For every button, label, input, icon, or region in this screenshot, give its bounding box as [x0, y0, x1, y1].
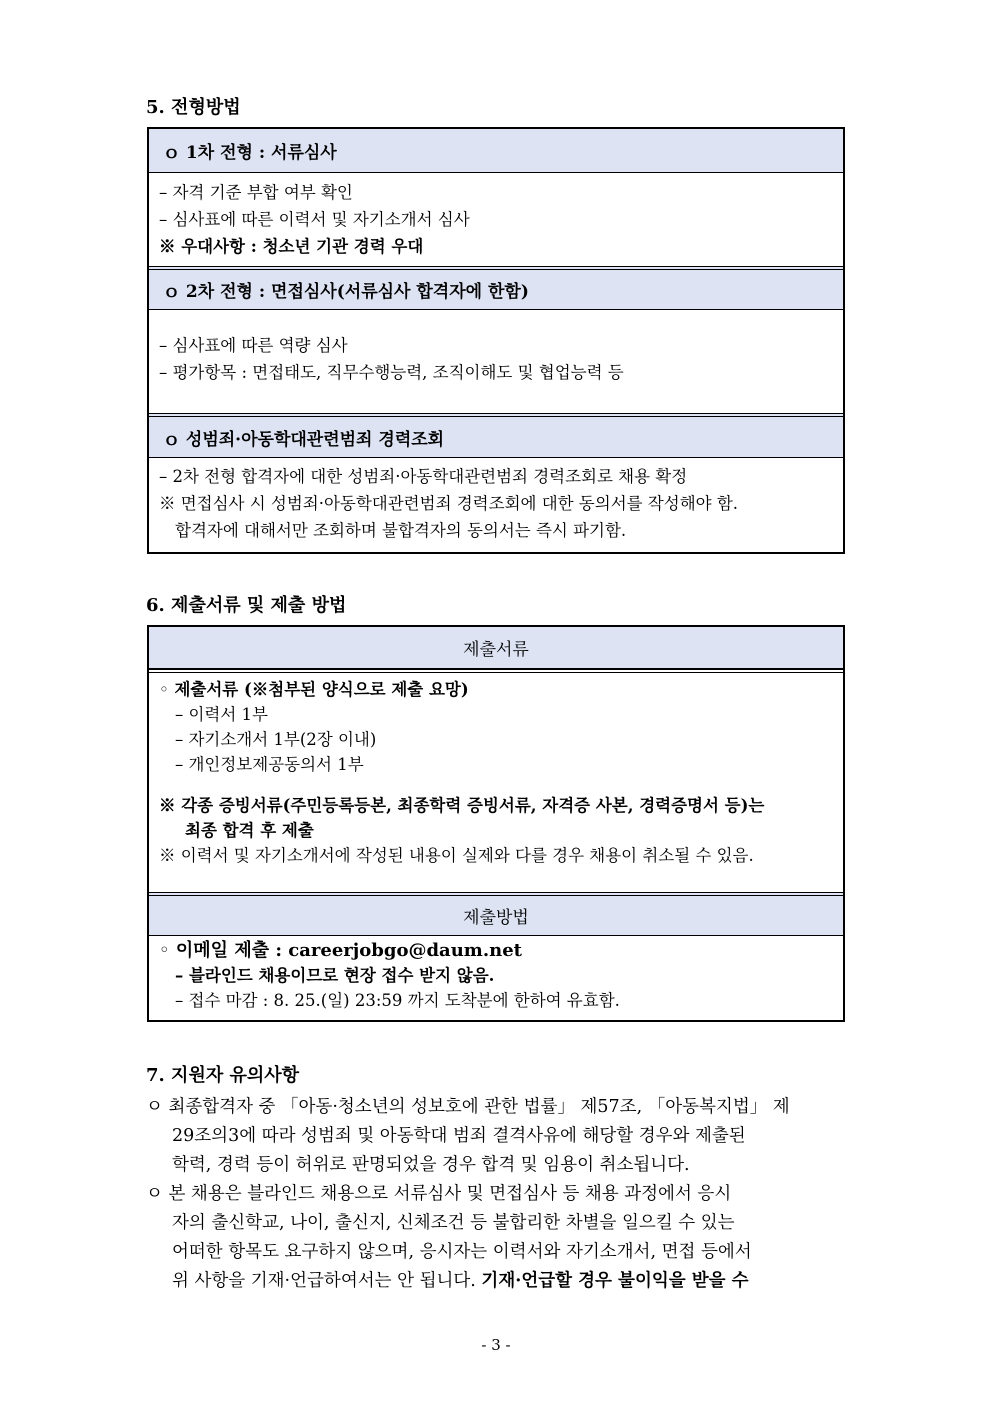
documents-header: 제출서류 [149, 627, 843, 669]
submission-table [147, 625, 845, 1022]
document-item: – 이력서 1부 [175, 705, 268, 724]
note-line [146, 1267, 852, 1296]
stage3-body [149, 458, 843, 544]
stage3-line: – 2차 전형 합격자에 대한 성범죄·아동학대관련범죄 경력조회로 채용 확정 [159, 467, 688, 486]
stage1-line: – 심사표에 따른 이력서 및 자기소개서 심사 [159, 210, 470, 229]
stage3-line: 합격자에 대해서만 조회하며 불합격자의 동의서는 즉시 파기함. [175, 521, 627, 540]
cancel-note: ※ 이력서 및 자기소개서에 작성된 내용이 실제와 다를 경우 채용이 취소될 수 있음. [159, 846, 754, 865]
stage1-line: – 자격 기준 부합 여부 확인 [159, 183, 353, 202]
stage3-line: ※ 면접심사 시 성범죄·아동학대관련범죄 경력조회에 대한 동의서를 작성해야 함. [159, 494, 738, 513]
section-5-title: 5. 전형방법 [146, 97, 241, 118]
proof-documents-note: ※ 각종 증빙서류(주민등록등본, 최종학력 증빙서류, 자격증 사본, 경력증명서 등)는 [159, 796, 765, 815]
stage3-header: ｏ 성범죄·아동학대관련범죄 경력조회 [149, 413, 843, 458]
selection-method-table [147, 127, 845, 554]
note-line: 학력, 경력 등이 허위로 판명되었을 경우 합격 및 임용이 취소됩니다. [172, 1155, 690, 1175]
proof-documents-note-cont: 최종 합격 후 제출 [185, 821, 314, 840]
warning-text: 기재·언급할 경우 불이익을 받을 수 [481, 1271, 749, 1291]
page-number: - 3 - [481, 1336, 511, 1354]
section-6-title: 6. 제출서류 및 제출 방법 [146, 595, 347, 616]
section-7-title: 7. 지원자 유의사항 [146, 1065, 300, 1086]
stage2-line: – 평가항목 : 면접태도, 직무수행능력, 조직이해도 및 협업능력 등 [159, 363, 624, 382]
stage1-header: ｏ 1차 전형 : 서류심사 [149, 129, 843, 173]
note-text: 위 사항을 기재·언급하여서는 안 됩니다. [172, 1271, 482, 1291]
preference-note: ※ 우대사항 : 청소년 기관 경력 우대 [159, 237, 424, 256]
note-line: 29조의3에 따라 성범죄 및 아동학대 범죄 결격사유에 해당할 경우와 제출된 [172, 1126, 746, 1146]
document-item: – 자기소개서 1부(2장 이내) [175, 730, 377, 749]
note-line: ㅇ 최종합격자 중 「아동·청소년의 성보호에 관한 법률」 제57조, 「아동복지법」 제 [146, 1097, 790, 1117]
note-line: 자의 출신학교, 나이, 출신지, 신체조건 등 불합리한 차별을 일으킬 수 있는 [172, 1213, 735, 1233]
method-header: 제출방법 [149, 892, 843, 936]
blind-note: – 블라인드 채용이므로 현장 접수 받지 않음. [175, 966, 495, 985]
document-item: – 개인정보제공동의서 1부 [175, 755, 364, 774]
note-line: ㅇ 본 채용은 블라인드 채용으로 서류심사 및 면접심사 등 채용 과정에서 응시 [146, 1184, 732, 1204]
stage2-header: ｏ 2차 전형 : 면접심사(서류심사 합격자에 한함) [149, 266, 843, 310]
deadline-note: – 접수 마감 : 8. 25.(일) 23:59 까지 도착분에 한하여 유효함. [175, 991, 620, 1010]
documents-body [149, 669, 843, 892]
email-submission: ◦ 이메일 제출 : careerjobgo@daum.net [159, 940, 522, 961]
method-body [149, 936, 843, 1013]
applicant-notes [146, 1093, 852, 1296]
documents-title: ◦ 제출서류 (※첨부된 양식으로 제출 요망) [159, 680, 469, 699]
stage1-body [149, 173, 843, 266]
stage2-body [149, 310, 843, 413]
stage2-line: – 심사표에 따른 역량 심사 [159, 336, 348, 355]
note-line: 어떠한 항목도 요구하지 않으며, 응시자는 이력서와 자기소개서, 면접 등에서 [172, 1242, 752, 1262]
